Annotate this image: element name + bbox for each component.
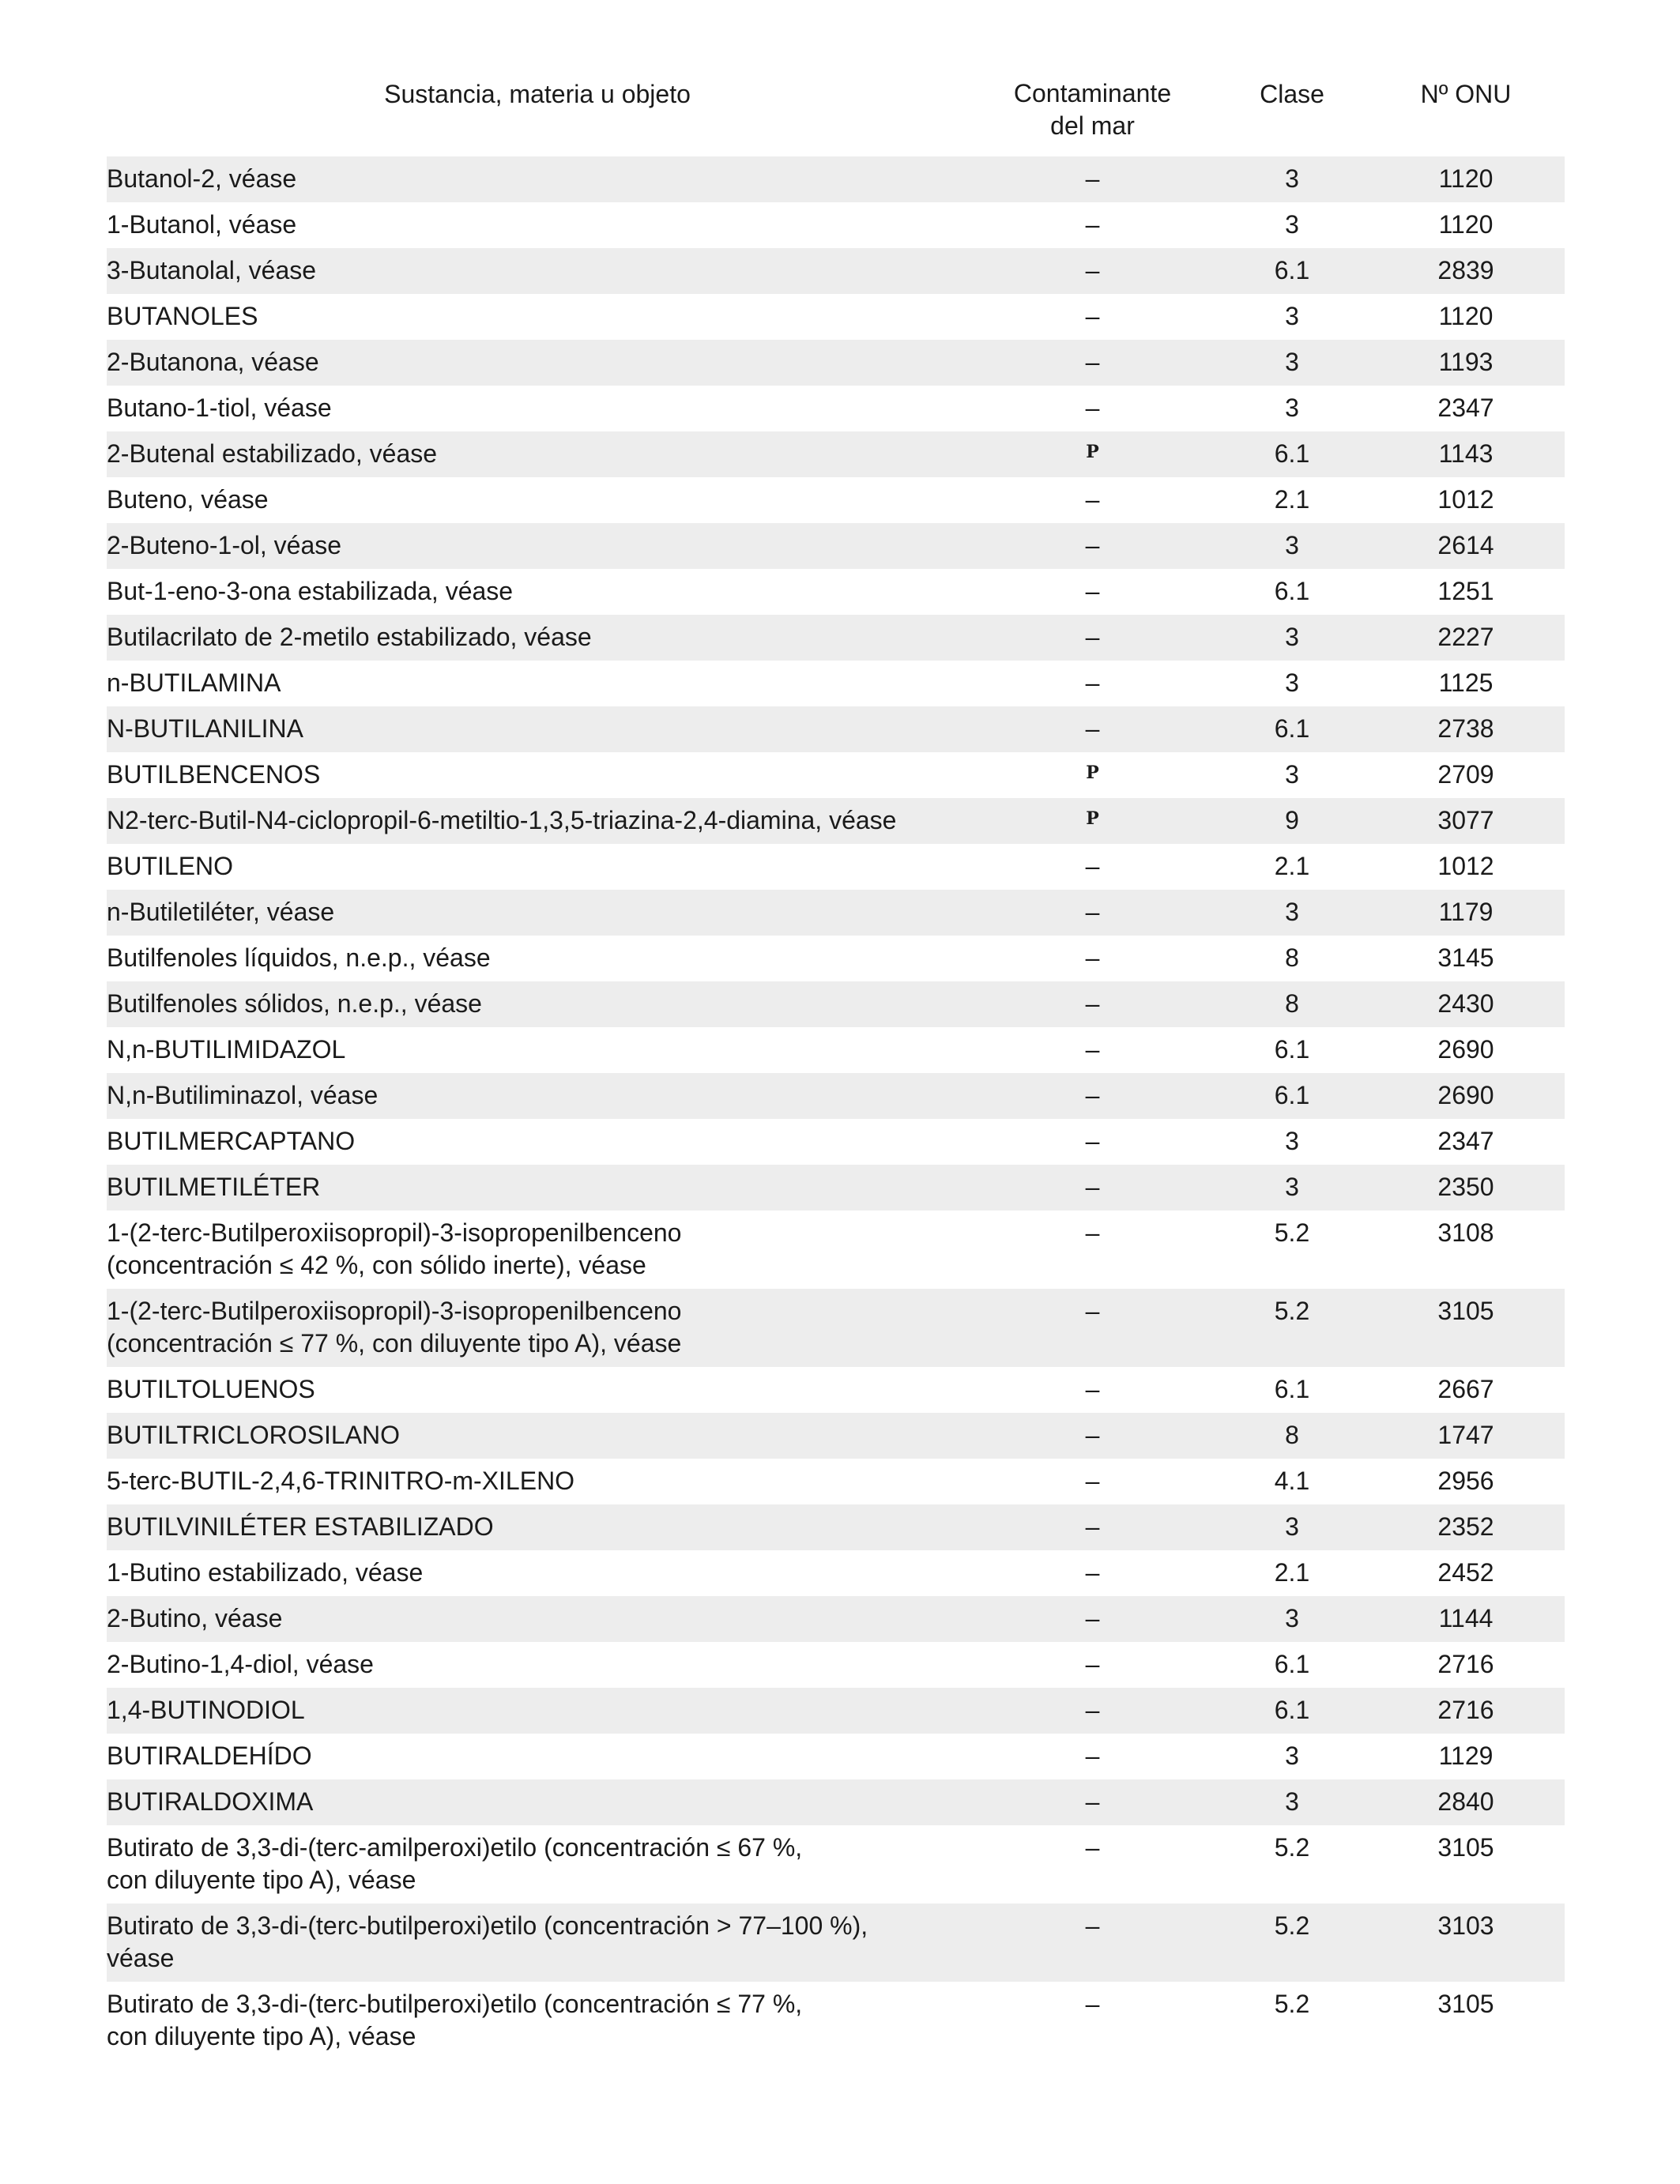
marine-pollutant-dash: – bbox=[1085, 531, 1100, 559]
marine-pollutant-dash: – bbox=[1085, 1787, 1100, 1816]
marine-pollutant-dash: – bbox=[1085, 1990, 1100, 2018]
table-row bbox=[107, 798, 1565, 844]
marine-pollutant-cell bbox=[968, 1119, 1217, 1158]
table-row bbox=[107, 431, 1565, 477]
substance-name: 2-Butino-1,4-diol, véase bbox=[107, 1650, 374, 1678]
marine-pollutant-dash: – bbox=[1085, 623, 1100, 651]
table-body bbox=[107, 156, 1565, 2060]
marine-pollutant-cell bbox=[968, 431, 1217, 473]
substance-name: BUTILMERCAPTANO bbox=[107, 1127, 356, 1155]
table-row bbox=[107, 1642, 1565, 1688]
class-cell: 3 bbox=[1285, 164, 1299, 193]
substance-name: BUTILMETILÉTER bbox=[107, 1173, 321, 1201]
marine-pollutant-cell bbox=[968, 706, 1217, 745]
substance-name: n-BUTILAMINA bbox=[107, 668, 281, 697]
marine-pollutant-cell bbox=[968, 1734, 1217, 1772]
table-row bbox=[107, 1459, 1565, 1504]
table-row bbox=[107, 1688, 1565, 1734]
marine-pollutant-dash: – bbox=[1085, 1127, 1100, 1155]
un-number-cell: 1012 bbox=[1437, 852, 1494, 880]
class-cell: 5.2 bbox=[1274, 1218, 1310, 1247]
un-number-cell: 2347 bbox=[1437, 393, 1494, 422]
substance-name: n-Butiletiléter, véase bbox=[107, 898, 335, 926]
marine-pollutant-dash: – bbox=[1085, 256, 1100, 284]
marine-pollutant-dash: – bbox=[1085, 852, 1100, 880]
marine-pollutant-dash: – bbox=[1085, 1696, 1100, 1724]
header-marine-pollutant: Contaminante del mar bbox=[1013, 79, 1172, 140]
substance-name: 1,4-BUTINODIOL bbox=[107, 1696, 305, 1724]
substance-name: 2-Butanona, véase bbox=[107, 348, 319, 376]
marine-pollutant-cell bbox=[968, 1596, 1217, 1635]
marine-pollutant-dash: – bbox=[1085, 1911, 1100, 1940]
un-number-cell: 2709 bbox=[1437, 760, 1494, 789]
marine-pollutant-cell bbox=[968, 1825, 1217, 1864]
un-number-cell: 3105 bbox=[1437, 1990, 1494, 2018]
class-cell: 9 bbox=[1285, 806, 1299, 834]
un-number-cell: 2716 bbox=[1437, 1650, 1494, 1678]
table-row bbox=[107, 844, 1565, 890]
marine-pollutant-dash: – bbox=[1085, 1375, 1100, 1403]
class-cell: 8 bbox=[1285, 1421, 1299, 1449]
class-cell: 6.1 bbox=[1274, 256, 1310, 284]
un-number-cell: 2840 bbox=[1437, 1787, 1494, 1816]
table-row bbox=[107, 1734, 1565, 1779]
marine-pollutant-dash: – bbox=[1085, 1558, 1100, 1587]
marine-pollutant-dash: – bbox=[1085, 1512, 1100, 1541]
marine-pollutant-cell bbox=[968, 661, 1217, 699]
class-cell: 3 bbox=[1285, 1512, 1299, 1541]
marine-pollutant-dash: – bbox=[1085, 1081, 1100, 1109]
table-row bbox=[107, 1165, 1565, 1211]
un-number-cell: 2839 bbox=[1437, 256, 1494, 284]
header-class: Clase bbox=[1260, 80, 1324, 108]
substance-name: 2-Butenal estabilizado, véase bbox=[107, 439, 438, 468]
class-cell: 6.1 bbox=[1274, 439, 1310, 468]
marine-pollutant-cell bbox=[968, 1982, 1217, 2020]
table-row bbox=[107, 1504, 1565, 1550]
table-row bbox=[107, 981, 1565, 1027]
un-number-cell: 2227 bbox=[1437, 623, 1494, 651]
marine-pollutant-cell bbox=[968, 936, 1217, 974]
un-number-cell: 1120 bbox=[1438, 302, 1494, 330]
class-cell: 6.1 bbox=[1274, 1650, 1310, 1678]
marine-pollutant-cell bbox=[968, 1642, 1217, 1681]
marine-pollutant-dash: – bbox=[1085, 485, 1100, 514]
marine-pollutant-cell bbox=[968, 1165, 1217, 1203]
substance-name: BUTILTRICLOROSILANO bbox=[107, 1421, 401, 1449]
marine-pollutant-dash: – bbox=[1085, 210, 1100, 239]
marine-pollutant-dash: – bbox=[1085, 898, 1100, 926]
marine-pollutant-dash: – bbox=[1085, 577, 1100, 605]
un-number-cell: 2956 bbox=[1437, 1467, 1494, 1495]
un-number-cell: 2690 bbox=[1437, 1035, 1494, 1064]
table-row bbox=[107, 523, 1565, 569]
substance-name: Butirato de 3,3-di-(terc-amilperoxi)etilo (concentración ≤ 67 %, con diluyente tipo A), véase bbox=[107, 1833, 803, 1894]
substance-name: Butanol-2, véase bbox=[107, 164, 297, 193]
class-cell: 6.1 bbox=[1274, 1081, 1310, 1109]
un-number-cell: 2667 bbox=[1437, 1375, 1494, 1403]
un-number-cell: 1144 bbox=[1438, 1604, 1494, 1632]
marine-pollutant-cell bbox=[968, 1211, 1217, 1249]
substance-name: Buteno, véase bbox=[107, 485, 269, 514]
substance-name: Butilfenoles líquidos, n.e.p., véase bbox=[107, 943, 491, 972]
marine-pollutant-cell bbox=[968, 294, 1217, 333]
table-row bbox=[107, 248, 1565, 294]
marine-pollutant-cell bbox=[968, 981, 1217, 1020]
table-row bbox=[107, 202, 1565, 248]
marine-pollutant-cell bbox=[968, 1903, 1217, 1942]
class-cell: 3 bbox=[1285, 1173, 1299, 1201]
marine-pollutant-cell bbox=[968, 890, 1217, 928]
class-cell: 3 bbox=[1285, 1787, 1299, 1816]
un-number-cell: 1179 bbox=[1438, 898, 1494, 926]
table-row bbox=[107, 294, 1565, 340]
table-row bbox=[107, 569, 1565, 615]
un-number-cell: 1120 bbox=[1438, 210, 1494, 239]
un-number-cell: 3108 bbox=[1437, 1218, 1494, 1247]
substance-name: 2-Buteno-1-ol, véase bbox=[107, 531, 342, 559]
table-row bbox=[107, 1825, 1565, 1903]
substance-name: BUTANOLES bbox=[107, 302, 258, 330]
class-cell: 6.1 bbox=[1274, 1375, 1310, 1403]
marine-pollutant-dash: – bbox=[1085, 668, 1100, 697]
marine-pollutant-cell bbox=[968, 798, 1217, 840]
class-cell: 3 bbox=[1285, 623, 1299, 651]
marine-pollutant-cell bbox=[968, 1367, 1217, 1406]
marine-pollutant-cell bbox=[968, 1027, 1217, 1066]
marine-pollutant-mark: P bbox=[1086, 442, 1099, 462]
table-row bbox=[107, 706, 1565, 752]
un-number-cell: 1747 bbox=[1437, 1421, 1494, 1449]
class-cell: 2.1 bbox=[1274, 852, 1310, 880]
un-number-cell: 2352 bbox=[1437, 1512, 1494, 1541]
header-substance: Sustancia, materia u objeto bbox=[384, 80, 691, 108]
substance-name: BUTILTOLUENOS bbox=[107, 1375, 315, 1403]
class-cell: 3 bbox=[1285, 531, 1299, 559]
substance-name: BUTILBENCENOS bbox=[107, 760, 321, 789]
marine-pollutant-cell bbox=[968, 1688, 1217, 1726]
table-row bbox=[107, 1211, 1565, 1289]
substance-name: N-BUTILANILINA bbox=[107, 714, 303, 743]
marine-pollutant-cell bbox=[968, 156, 1217, 195]
class-cell: 2.1 bbox=[1274, 1558, 1310, 1587]
un-number-cell: 2690 bbox=[1437, 1081, 1494, 1109]
marine-pollutant-cell bbox=[968, 477, 1217, 516]
table-row bbox=[107, 1779, 1565, 1825]
class-cell: 6.1 bbox=[1274, 1035, 1310, 1064]
table-row bbox=[107, 156, 1565, 202]
table-row bbox=[107, 1119, 1565, 1165]
substance-name: Butirato de 3,3-di-(terc-butilperoxi)etilo (concentración > 77–100 %), véase bbox=[107, 1911, 868, 1972]
substance-name: N,n-Butiliminazol, véase bbox=[107, 1081, 379, 1109]
marine-pollutant-cell bbox=[968, 1550, 1217, 1589]
un-number-cell: 3145 bbox=[1437, 943, 1494, 972]
marine-pollutant-cell bbox=[968, 248, 1217, 287]
table-row bbox=[107, 1027, 1565, 1073]
class-cell: 3 bbox=[1285, 348, 1299, 376]
un-number-cell: 3103 bbox=[1437, 1911, 1494, 1940]
un-number-cell: 1193 bbox=[1438, 348, 1494, 376]
substance-name: BUTIRALDEHÍDO bbox=[107, 1742, 312, 1770]
un-number-cell: 3077 bbox=[1437, 806, 1494, 834]
substance-name: N2-terc-Butil-N4-ciclopropil-6-metiltio-1,3,5-triazina-2,4-diamina, véase bbox=[107, 806, 897, 834]
class-cell: 3 bbox=[1285, 1127, 1299, 1155]
marine-pollutant-cell bbox=[968, 1289, 1217, 1327]
class-cell: 3 bbox=[1285, 393, 1299, 422]
table-row bbox=[107, 477, 1565, 523]
marine-pollutant-cell bbox=[968, 1459, 1217, 1497]
table-row bbox=[107, 1550, 1565, 1596]
marine-pollutant-dash: – bbox=[1085, 348, 1100, 376]
substance-name: N,n-BUTILIMIDAZOL bbox=[107, 1035, 346, 1064]
substance-name: Butano-1-tiol, véase bbox=[107, 393, 332, 422]
un-number-cell: 1012 bbox=[1437, 485, 1494, 514]
class-cell: 5.2 bbox=[1274, 1990, 1310, 2018]
un-number-cell: 1129 bbox=[1438, 1742, 1494, 1770]
marine-pollutant-dash: – bbox=[1085, 943, 1100, 972]
table-row bbox=[107, 340, 1565, 386]
marine-pollutant-dash: – bbox=[1085, 1297, 1100, 1325]
marine-pollutant-cell bbox=[968, 1504, 1217, 1543]
class-cell: 3 bbox=[1285, 1742, 1299, 1770]
marine-pollutant-dash: – bbox=[1085, 302, 1100, 330]
marine-pollutant-dash: – bbox=[1085, 393, 1100, 422]
marine-pollutant-dash: – bbox=[1085, 989, 1100, 1018]
header-un-number: Nº ONU bbox=[1420, 80, 1512, 108]
substance-table bbox=[107, 77, 1565, 2060]
class-cell: 6.1 bbox=[1274, 577, 1310, 605]
marine-pollutant-dash: – bbox=[1085, 1467, 1100, 1495]
marine-pollutant-dash: – bbox=[1085, 1421, 1100, 1449]
table-row bbox=[107, 752, 1565, 798]
table-row bbox=[107, 1073, 1565, 1119]
class-cell: 3 bbox=[1285, 1604, 1299, 1632]
class-cell: 3 bbox=[1285, 668, 1299, 697]
marine-pollutant-cell bbox=[968, 202, 1217, 241]
un-number-cell: 1143 bbox=[1438, 439, 1494, 468]
table-row bbox=[107, 1367, 1565, 1413]
un-number-cell: 2738 bbox=[1437, 714, 1494, 743]
substance-name: Butirato de 3,3-di-(terc-butilperoxi)etilo (concentración ≤ 77 %, con diluyente tipo A), véase bbox=[107, 1990, 803, 2050]
marine-pollutant-dash: – bbox=[1085, 1742, 1100, 1770]
substance-name: 5-terc-BUTIL-2,4,6-TRINITRO-m-XILENO bbox=[107, 1467, 575, 1495]
substance-name: Butilfenoles sólidos, n.e.p., véase bbox=[107, 989, 482, 1018]
un-number-cell: 3105 bbox=[1437, 1833, 1494, 1862]
class-cell: 5.2 bbox=[1274, 1911, 1310, 1940]
un-number-cell: 2452 bbox=[1437, 1558, 1494, 1587]
class-cell: 3 bbox=[1285, 302, 1299, 330]
un-number-cell: 1120 bbox=[1438, 164, 1494, 193]
class-cell: 2.1 bbox=[1274, 485, 1310, 514]
substance-name: 1-(2-terc-Butilperoxiisopropil)-3-isopropenilbenceno (concentración ≤ 77 %, con diluyente tipo A), véase bbox=[107, 1297, 682, 1357]
class-cell: 5.2 bbox=[1274, 1833, 1310, 1862]
un-number-cell: 2614 bbox=[1437, 531, 1494, 559]
marine-pollutant-cell bbox=[968, 523, 1217, 562]
marine-pollutant-dash: – bbox=[1085, 1833, 1100, 1862]
substance-name: But-1-eno-3-ona estabilizada, véase bbox=[107, 577, 514, 605]
marine-pollutant-mark: P bbox=[1086, 763, 1099, 783]
class-cell: 8 bbox=[1285, 943, 1299, 972]
marine-pollutant-dash: – bbox=[1085, 164, 1100, 193]
marine-pollutant-cell bbox=[968, 844, 1217, 883]
table-row bbox=[107, 386, 1565, 431]
class-cell: 3 bbox=[1285, 898, 1299, 926]
substance-name: 1-Butanol, véase bbox=[107, 210, 297, 239]
marine-pollutant-dash: – bbox=[1085, 714, 1100, 743]
marine-pollutant-dash: – bbox=[1085, 1173, 1100, 1201]
un-number-cell: 2347 bbox=[1437, 1127, 1494, 1155]
un-number-cell: 3105 bbox=[1437, 1297, 1494, 1325]
class-cell: 3 bbox=[1285, 760, 1299, 789]
marine-pollutant-cell bbox=[968, 615, 1217, 653]
substance-name: BUTIRALDOXIMA bbox=[107, 1787, 314, 1816]
table-row bbox=[107, 1413, 1565, 1459]
marine-pollutant-mark: P bbox=[1086, 808, 1099, 829]
marine-pollutant-cell bbox=[968, 569, 1217, 608]
substance-name: 1-Butino estabilizado, véase bbox=[107, 1558, 424, 1587]
un-number-cell: 2350 bbox=[1437, 1173, 1494, 1201]
marine-pollutant-cell bbox=[968, 752, 1217, 794]
substance-name: 3-Butanolal, véase bbox=[107, 256, 317, 284]
class-cell: 3 bbox=[1285, 210, 1299, 239]
un-number-cell: 1125 bbox=[1438, 668, 1494, 697]
table-row bbox=[107, 1289, 1565, 1367]
marine-pollutant-dash: – bbox=[1085, 1604, 1100, 1632]
table-row bbox=[107, 1903, 1565, 1982]
marine-pollutant-cell bbox=[968, 1413, 1217, 1452]
substance-name: Butilacrilato de 2-metilo estabilizado, véase bbox=[107, 623, 592, 651]
class-cell: 4.1 bbox=[1274, 1467, 1310, 1495]
marine-pollutant-dash: – bbox=[1085, 1035, 1100, 1064]
table-row bbox=[107, 936, 1565, 981]
table-row bbox=[107, 661, 1565, 706]
un-number-cell: 2716 bbox=[1437, 1696, 1494, 1724]
table-row bbox=[107, 1596, 1565, 1642]
un-number-cell: 2430 bbox=[1437, 989, 1494, 1018]
table-row bbox=[107, 615, 1565, 661]
class-cell: 8 bbox=[1285, 989, 1299, 1018]
table-row bbox=[107, 890, 1565, 936]
un-number-cell: 1251 bbox=[1437, 577, 1494, 605]
marine-pollutant-cell bbox=[968, 340, 1217, 378]
substance-name: 2-Butino, véase bbox=[107, 1604, 283, 1632]
substance-name: 1-(2-terc-Butilperoxiisopropil)-3-isopropenilbenceno (concentración ≤ 42 %, con sólido inerte), véase bbox=[107, 1218, 682, 1279]
substance-name: BUTILVINILÉTER ESTABILIZADO bbox=[107, 1512, 494, 1541]
table-header bbox=[107, 77, 1565, 156]
marine-pollutant-cell bbox=[968, 1779, 1217, 1818]
table-row bbox=[107, 1982, 1565, 2060]
marine-pollutant-dash: – bbox=[1085, 1650, 1100, 1678]
marine-pollutant-dash: – bbox=[1085, 1218, 1100, 1247]
marine-pollutant-cell bbox=[968, 1073, 1217, 1112]
class-cell: 6.1 bbox=[1274, 714, 1310, 743]
class-cell: 6.1 bbox=[1274, 1696, 1310, 1724]
class-cell: 5.2 bbox=[1274, 1297, 1310, 1325]
marine-pollutant-cell bbox=[968, 386, 1217, 424]
substance-name: BUTILENO bbox=[107, 852, 234, 880]
